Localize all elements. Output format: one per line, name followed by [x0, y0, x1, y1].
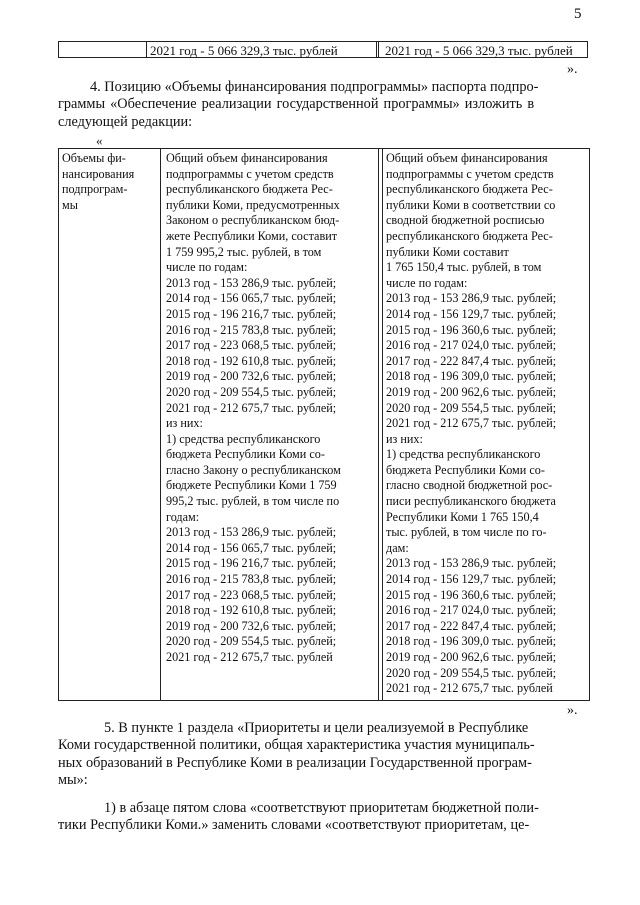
cell-line: 995,2 тыс. рублей, в том числе по: [166, 494, 340, 509]
closing-quote: ».: [567, 62, 578, 77]
cell-line: 2020 год - 209 554,5 тыс. рублей;: [386, 665, 557, 680]
previous-table-cell-right: 2021 год - 5 066 329,3 тыс. рублей: [376, 41, 588, 58]
paragraph-line: мы»:: [58, 772, 88, 789]
cell-line: 2016 год - 215 783,8 тыс. рублей;: [166, 572, 337, 587]
cell-line: подпрограммы с учетом средств: [166, 166, 334, 181]
cell-line: Законом о республиканском бюд-: [166, 213, 340, 228]
cell-line: нансирования: [62, 166, 135, 181]
cell-line: дам:: [386, 540, 409, 555]
cell-line: 2020 год - 209 554,5 тыс. рублей;: [386, 400, 557, 415]
cell-line: 1 759 995,2 тыс. рублей, в том: [166, 244, 322, 259]
previous-table-empty-cell: [58, 41, 146, 58]
cell-line: Общий объем финансирования: [386, 151, 548, 165]
cell-line: 2017 год - 222 847,4 тыс. рублей;: [386, 618, 557, 633]
paragraph-line: 4. Позицию «Объемы финансирования подпрограммы» паспорта подпро-: [90, 79, 539, 95]
double-divider: [378, 41, 382, 58]
cell-line: 2014 год - 156 065,7 тыс. рублей;: [166, 291, 337, 306]
cell-line: 2018 год - 196 309,0 тыс. рублей;: [386, 369, 557, 384]
cell-line: 2016 год - 217 024,0 тыс. рублей;: [386, 338, 557, 353]
cell-line: годам:: [166, 509, 200, 524]
table-divider: [160, 149, 161, 700]
cell-line: тыс. рублей, в том числе по го-: [386, 525, 547, 540]
cell-line: 2017 год - 222 847,4 тыс. рублей;: [386, 353, 557, 368]
cell-line: 2018 год - 192 610,8 тыс. рублей;: [166, 603, 337, 618]
cell-line: 2019 год - 200 962,6 тыс. рублей;: [386, 650, 557, 664]
cell-line: 2013 год - 153 286,9 тыс. рублей;: [166, 275, 337, 290]
cell-line: 2017 год - 223 068,5 тыс. рублей;: [166, 338, 337, 353]
cell-line: 2018 год - 192 610,8 тыс. рублей;: [166, 353, 337, 368]
cell-line: жете Республики Коми, составит: [166, 228, 338, 243]
previous-table-cell-left: 2021 год - 5 066 329,3 тыс. рублей: [146, 41, 376, 58]
cell-line: мы: [62, 197, 78, 212]
cell-line: гласно Закону о республиканском: [166, 462, 341, 477]
cell-line: бюджета Республики Коми со-: [386, 462, 545, 477]
cell-line: Республики Коми 1 765 150,4: [386, 509, 539, 524]
page-number: 5: [574, 6, 582, 22]
cell-line: бюджете Республики Коми 1 759: [166, 478, 337, 493]
paragraph-4: [58, 79, 586, 131]
cell-line: 2021 год - 212 675,7 тыс. рублей: [386, 681, 553, 696]
cell-line: республиканского бюджета Рес-: [166, 182, 333, 197]
cell-line: из них:: [166, 416, 203, 431]
cell-line: республиканского бюджета Рес-: [386, 182, 553, 197]
cell-line: 2019 год - 200 962,6 тыс. рублей;: [386, 384, 557, 399]
cell-line: подпрограммы с учетом средств: [386, 166, 554, 181]
cell-line: числе по годам:: [386, 275, 468, 290]
cell-line: 2015 год - 196 360,6 тыс. рублей;: [386, 322, 557, 337]
paragraph-line: 5. В пункте 1 раздела «Приоритеты и цели реализуемой в Республике: [104, 720, 529, 736]
previous-table-row: [58, 41, 588, 60]
opening-quote: «: [96, 133, 103, 148]
paragraph-line: Коми государственной политики, общая характеристика участия муниципаль-: [58, 737, 535, 754]
cell-line: публики Коми, предусмотренных: [166, 197, 340, 212]
cell-line: 1 765 150,4 тыс. рублей, в том: [386, 260, 542, 275]
cell-line: бюджета Республики Коми со-: [166, 447, 325, 462]
cell-line: 2013 год - 153 286,9 тыс. рублей;: [386, 556, 557, 571]
cell-line: 2015 год - 196 216,7 тыс. рублей;: [166, 306, 337, 321]
cell-line: писи республиканского бюджета: [386, 494, 556, 509]
table-cell-new-text: [386, 151, 586, 697]
table-cell-label: [62, 151, 138, 213]
paragraph-line: граммы «Обеспечение реализации государственной программы» изложить в: [58, 96, 535, 113]
cell-line: 1) средства республиканского: [166, 431, 321, 446]
cell-line: 2015 год - 196 216,7 тыс. рублей;: [166, 556, 337, 571]
cell-line: 2020 год - 209 554,5 тыс. рублей;: [166, 384, 337, 399]
cell-line: 1) средства республиканского: [386, 447, 541, 462]
cell-line: 2019 год - 200 732,6 тыс. рублей;: [166, 618, 337, 633]
closing-quote: ».: [567, 703, 578, 718]
paragraph-5: [58, 720, 586, 790]
cell-line: 2016 год - 217 024,0 тыс. рублей;: [386, 603, 557, 618]
cell-line: Объемы фи-: [62, 151, 126, 165]
table-cell-old-text: [166, 151, 381, 666]
cell-line: 2014 год - 156 129,7 тыс. рублей;: [386, 306, 557, 321]
cell-line: публики Коми составит: [386, 244, 509, 259]
cell-line: публики Коми в соответствии со: [386, 197, 556, 212]
cell-line: из них:: [386, 431, 423, 446]
cell-line: 2016 год - 215 783,8 тыс. рублей;: [166, 322, 337, 337]
cell-line: 2019 год - 200 732,6 тыс. рублей;: [166, 369, 337, 384]
financing-table: [58, 148, 590, 701]
cell-line: 2015 год - 196 360,6 тыс. рублей;: [386, 587, 557, 602]
cell-line: 2021 год - 212 675,7 тыс. рублей;: [166, 400, 337, 415]
cell-line: 2017 год - 223 068,5 тыс. рублей;: [166, 587, 337, 602]
cell-line: 2013 год - 153 286,9 тыс. рублей;: [386, 291, 557, 306]
cell-line: 2021 год - 212 675,7 тыс. рублей: [166, 650, 333, 664]
paragraph-line: 1) в абзаце пятом слова «соответствуют приоритетам бюджетной поли-: [104, 800, 539, 816]
cell-line: 2020 год - 209 554,5 тыс. рублей;: [166, 634, 337, 649]
paragraph-6: [58, 800, 586, 835]
paragraph-line: тики Республики Коми.» заменить словами «соответствуют приоритетам, це-: [58, 817, 530, 834]
paragraph-line: ных образований в Республике Коми в реализации Государственной програм-: [58, 754, 532, 771]
cell-line: подпрограм-: [62, 182, 128, 197]
cell-line: гласно сводной бюджетной рос-: [386, 478, 553, 493]
cell-line: сводной бюджетной росписью: [386, 213, 545, 228]
paragraph-line: следующей редакции:: [58, 113, 193, 130]
cell-line: 2018 год - 196 309,0 тыс. рублей;: [386, 634, 557, 649]
cell-line: Общий объем финансирования: [166, 151, 328, 165]
cell-line: 2021 год - 212 675,7 тыс. рублей;: [386, 416, 557, 431]
cell-line: числе по годам:: [166, 260, 248, 275]
cell-line: 2013 год - 153 286,9 тыс. рублей;: [166, 525, 337, 540]
cell-line: республиканского бюджета Рес-: [386, 228, 553, 243]
cell-line: 2014 год - 156 065,7 тыс. рублей;: [166, 540, 337, 555]
cell-line: 2014 год - 156 129,7 тыс. рублей;: [386, 572, 557, 587]
